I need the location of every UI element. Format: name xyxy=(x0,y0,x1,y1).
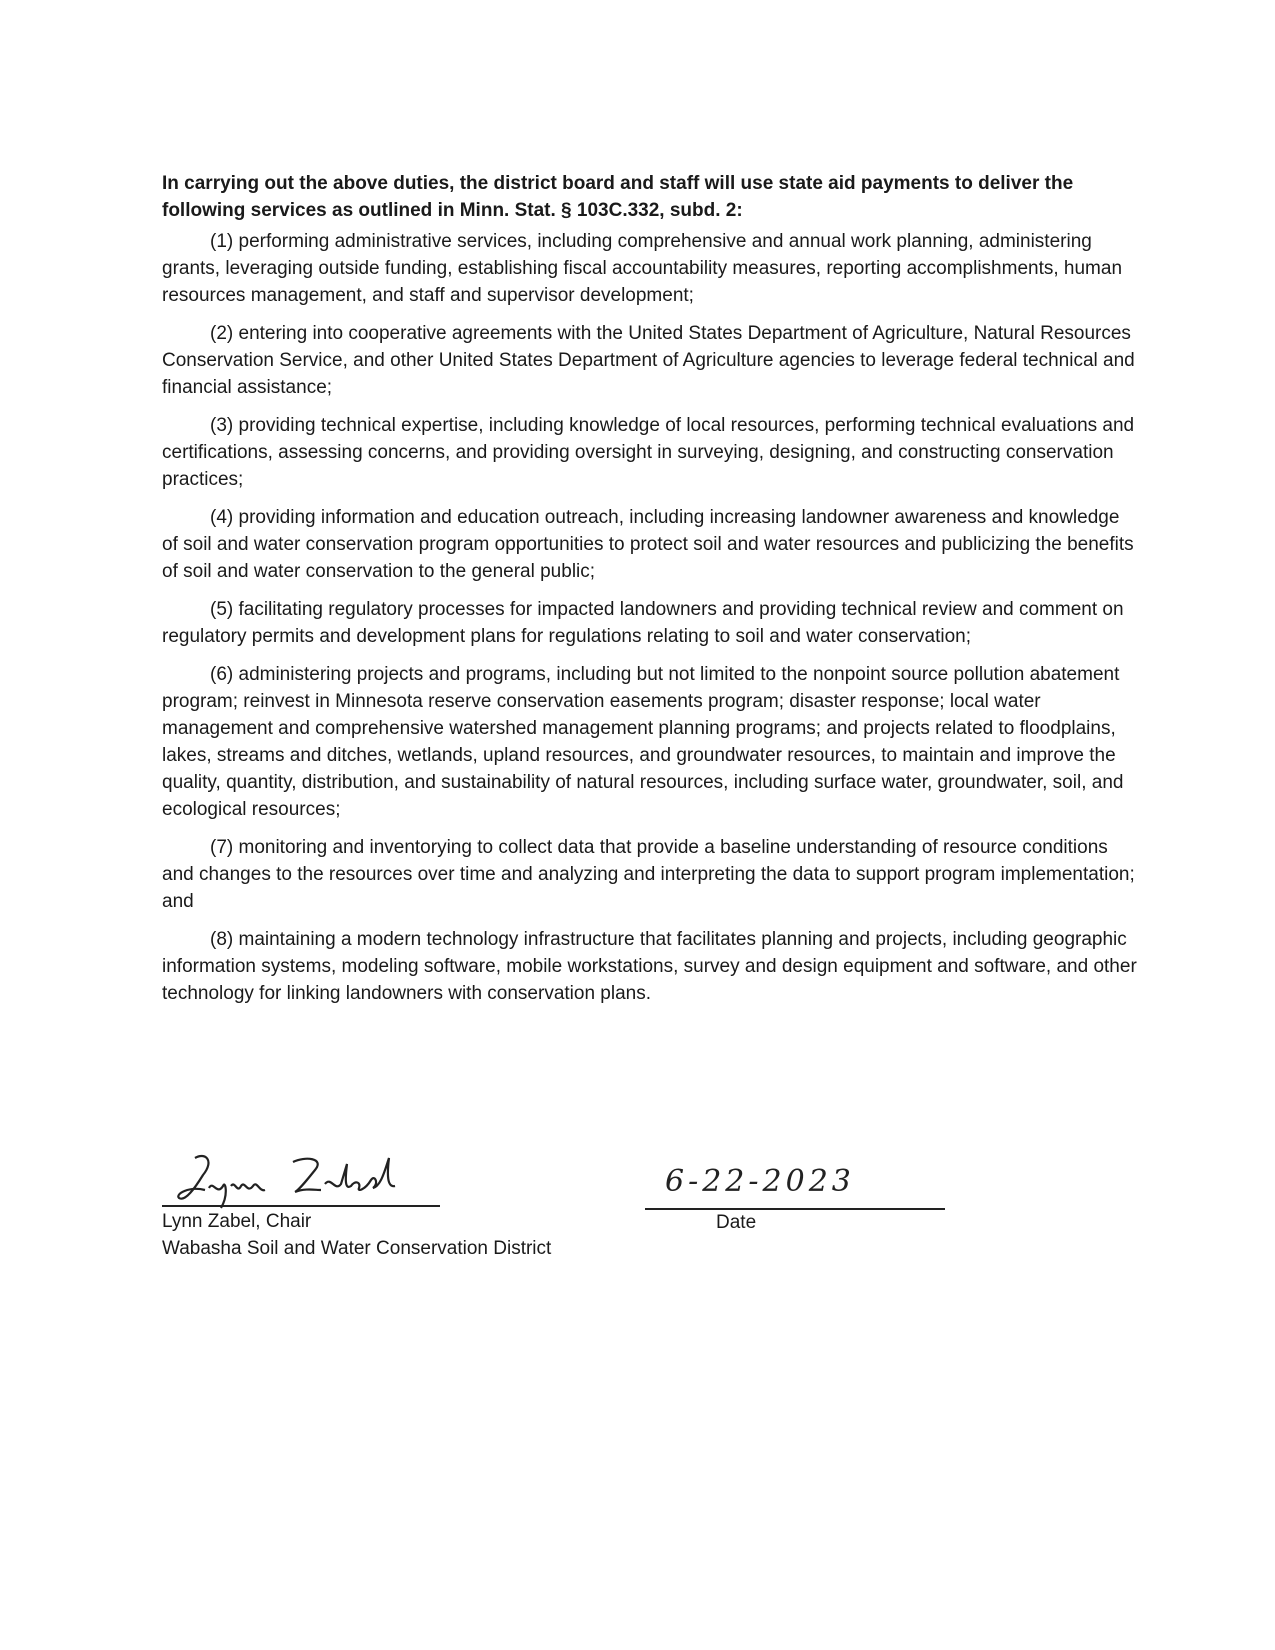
service-item-6: (6) administering projects and programs, including but not limited to the nonpoint source pollution abatement program; reinvest in Minnesota reserve conservation easements program; disaster response; local water management and comprehensive watershed management planning programs; and projects related to floodplains, lakes, streams and ditches, wetlands, upland resources, and groundwater resources, to maintain and improve the quality, quantity, distribution, and sustainability of natural resources, including surface water, groundwater, soil, and ecological resources; xyxy=(162,664,1124,820)
signer-block xyxy=(162,1208,551,1262)
service-item-7: (7) monitoring and inventorying to collect data that provide a baseline understanding of resource conditions and changes to the resources over time and analyzing and interpreting the data to support program implementation; and xyxy=(162,837,1135,912)
service-item-8: (8) maintaining a modern technology infrastructure that facilitates planning and projects, including geographic information systems, modeling software, mobile workstations, survey and design equipment and software, and other technology for linking landowners with conservation plans. xyxy=(162,929,1137,1004)
handwritten-signature xyxy=(175,1150,425,1210)
service-item-5: (5) facilitating regulatory processes for impacted landowners and providing technical review and comment on regulatory permits and development plans for regulations relating to soil and water conservation; xyxy=(162,599,1124,647)
handwritten-date: 6-22-2023 xyxy=(665,1164,855,1199)
signature-line xyxy=(162,1205,440,1207)
service-item-3: (3) providing technical expertise, including knowledge of local resources, performing technical evaluations and certifications, assessing concerns, and providing oversight in surveying, designing, and constructing conservation practices; xyxy=(162,415,1135,490)
service-item-1: (1) performing administrative services, including comprehensive and annual work planning, administering grants, leveraging outside funding, establishing fiscal accountability measures, reporting accomplishments, human resources management, and staff and supervisor development; xyxy=(162,231,1123,306)
date-line xyxy=(645,1208,945,1210)
service-item-4: (4) providing information and education outreach, including increasing landowner awareness and knowledge of soil and water conservation program opportunities to protect soil and water resources and publicizing the benefits of soil and water conservation to the general public; xyxy=(162,507,1134,582)
intro-paragraph: In carrying out the above duties, the district board and staff will use state aid payments to deliver the following services as outlined in Minn. Stat. § 103C.332, subd. 2: xyxy=(162,173,1074,221)
date-label: Date xyxy=(716,1212,757,1233)
signer-organization: Wabasha Soil and Water Conservation District xyxy=(162,1238,552,1259)
document-body xyxy=(162,170,1137,1018)
service-item-2: (2) entering into cooperative agreements with the United States Department of Agriculture, Natural Resources Conservation Service, and other United States Department of Agriculture agencies to leverage federal technical and financial assistance; xyxy=(162,323,1135,398)
signer-name-title: Lynn Zabel, Chair xyxy=(162,1211,312,1232)
